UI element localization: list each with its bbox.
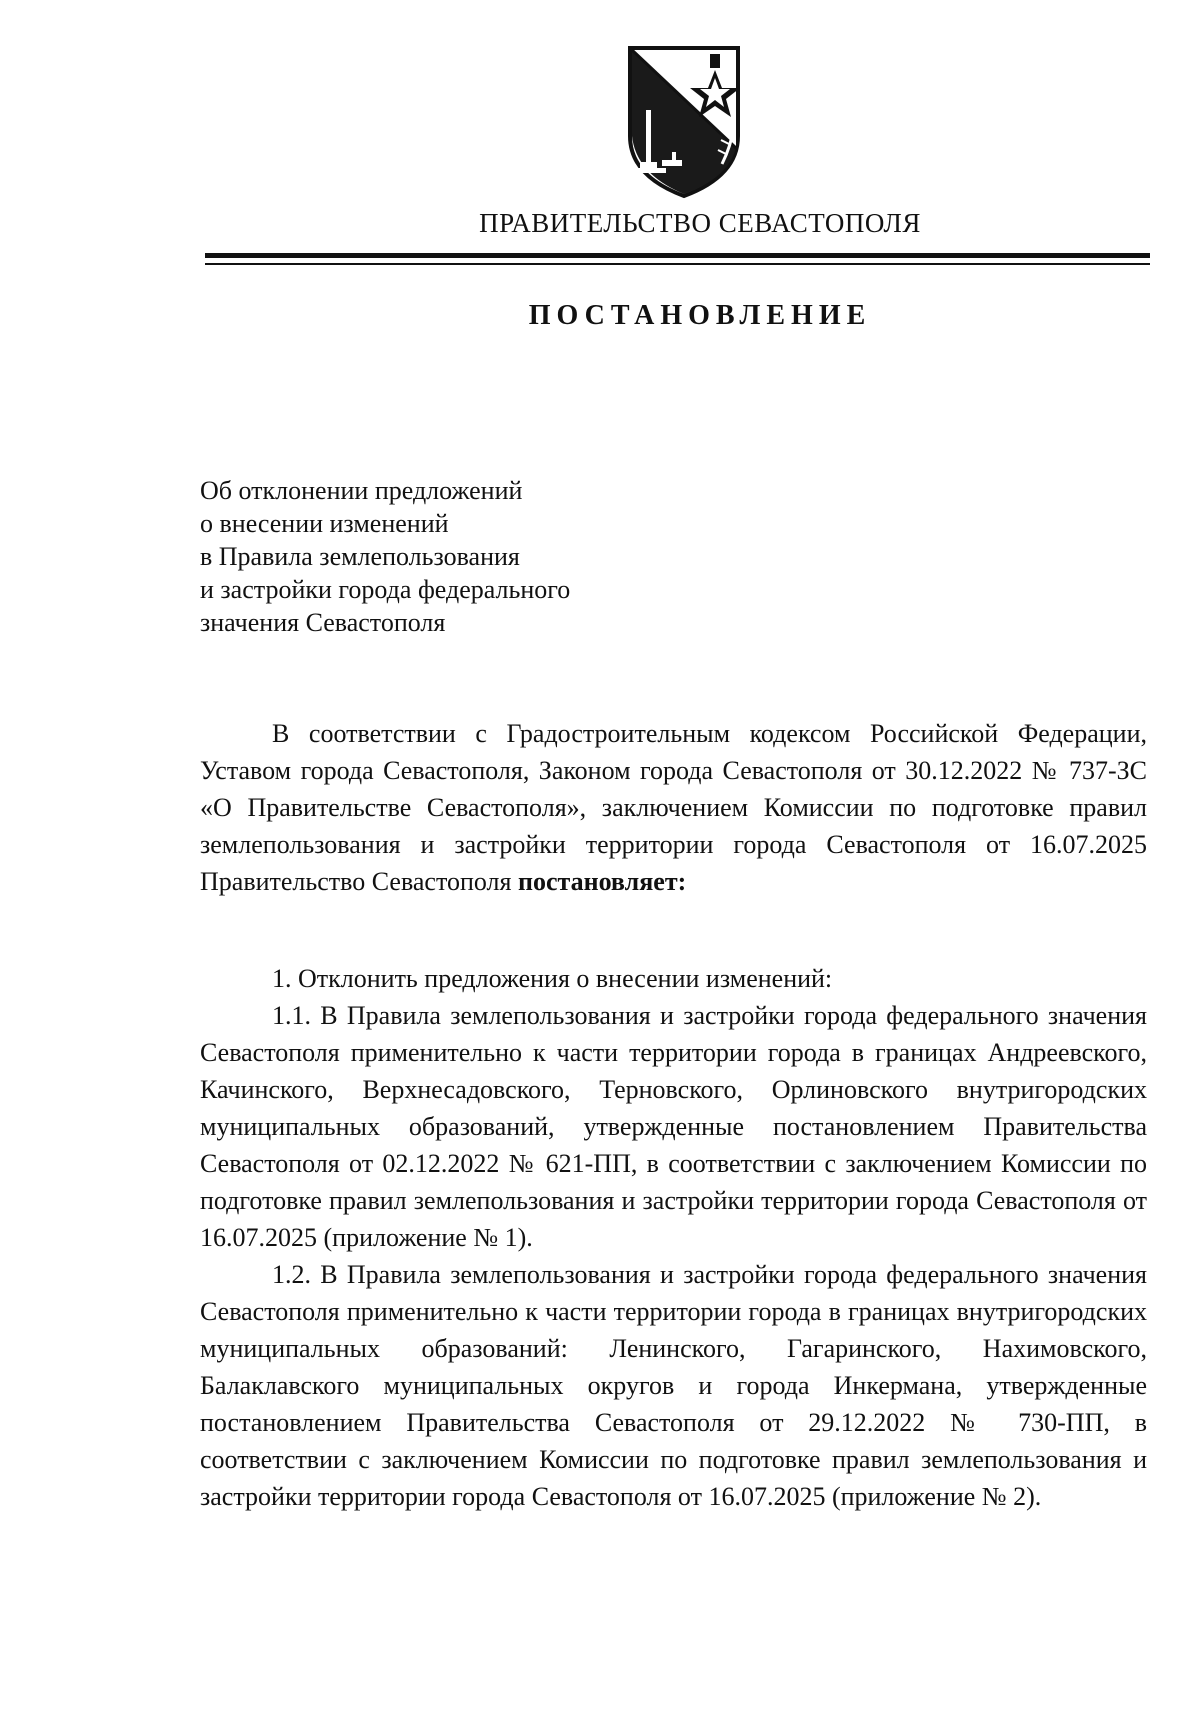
subject-line: и застройки города федерального — [200, 575, 571, 604]
subject-line: в Правила землепользования — [200, 542, 520, 571]
preamble-text: В соответствии с Градостроительным кодексом Российской Федерации, Уставом города Севастополя, Законом города Севастополя от 30.12.2022 № 737-ЗС «О Правительстве Севастополя», заключением Комиссии по подготовке правил землепользования и застройки территории города Севастополя от 16.07.2025 Правительство Севастополя — [200, 719, 1147, 896]
preamble-block — [200, 715, 1147, 900]
preamble-emphasis: постановляет: — [517, 867, 687, 896]
sevastopol-coat-of-arms-icon — [622, 44, 746, 200]
subject-line: о внесении изменений — [200, 509, 449, 538]
resolution-item-1-2: 1.2. В Правила землепользования и застройки города федерального значения Севастополя применительно к части территории города в границах внутригородских муниципальных образований: Ленинского, Гагаринского, Нахимовского, Балаклавского муниципальных округов и города Инкермана, утвержденные постановлением Правительства Севастополя от 29.12.2022 № 730-ПП, в соответствии с заключением Комиссии по подготовке правил землепользования и застройки территории города Севастополя от 16.07.2025 (приложение № 2). — [200, 1260, 1147, 1511]
organization-title: ПРАВИТЕЛЬСТВО СЕВАСТОПОЛЯ — [479, 208, 921, 238]
header-rule-thin — [205, 263, 1150, 265]
subject-line: значения Севастополя — [200, 608, 446, 637]
document-subject — [200, 474, 660, 639]
resolution-item-1-1: 1.1. В Правила землепользования и застройки города федерального значения Севастополя применительно к части территории города в границах Андреевского, Качинского, Верхнесадовского, Терновского, Орлиновского внутригородских муниципальных образований, утвержденные постановлением Правительства Севастополя от 02.12.2022 № 621-ПП, в соответствии с заключением Комиссии по подготовке правил землепользования и застройки территории города Севастополя от 16.07.2025 (приложение № 1). — [200, 1001, 1147, 1252]
subject-line: Об отклонении предложений — [200, 476, 523, 505]
header-rule-thick — [205, 253, 1150, 258]
document-type-heading: ПОСТАНОВЛЕНИЕ — [528, 300, 872, 331]
resolution-items — [200, 960, 1147, 1515]
resolution-item-1: 1. Отклонить предложения о внесении изменений: — [272, 964, 833, 993]
preamble-paragraph — [200, 715, 1147, 900]
